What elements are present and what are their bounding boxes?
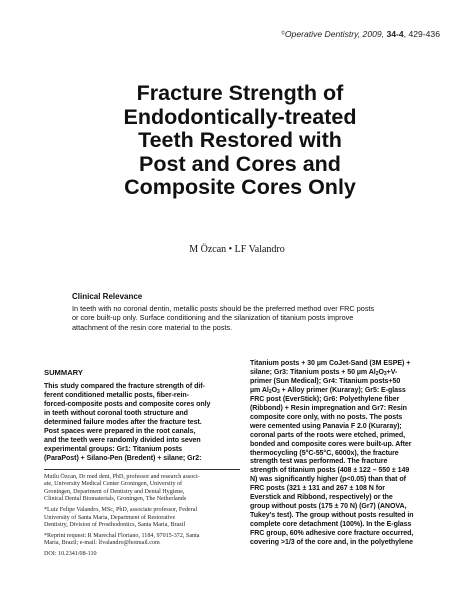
article-title — [60, 82, 420, 200]
title-line: Composite Cores Only — [124, 175, 356, 199]
summary-line: were cemented using Panavia F 2.0 (Kuraray); — [250, 422, 402, 430]
summary-line: thermocycling (5°C-55°C, 6000x), the fracture — [250, 449, 399, 457]
left-column — [44, 368, 240, 557]
footnote-line: Dentistry, Division of Prosthodontics, Santa Maria, Brazil — [44, 522, 186, 529]
summary-line: experimental groups: Gr1: Titanium posts — [44, 445, 183, 453]
relevance-line: attachment of the resin core material to the posts. — [72, 322, 233, 332]
summary-line: N) was significantly higher (p<0.05) than that of — [250, 476, 406, 484]
journal-name: Operative Dentistry, 2009, — [284, 29, 385, 39]
summary-line: complete core detachment (100%). In the E-glass — [250, 521, 412, 529]
author-affiliation-ozcan — [44, 474, 240, 504]
footnote-line: Groningen, Department of Dentistry and Dental Hygiene, — [44, 488, 185, 495]
summary-line: ferent conditioned metallic posts, fiber-rein- — [44, 391, 189, 399]
author-affiliation-valandro — [44, 507, 240, 530]
summary-line: Post spaces were prepared in the root canals, — [44, 427, 196, 435]
title-line: Teeth Restored with — [138, 128, 342, 152]
summary-line: µm $Al_2O_3$ + Alloy primer (Kuraray); Gr5: E-glass — [250, 386, 406, 395]
copyright-mark: © — [281, 30, 285, 37]
title-line: Post and Cores and — [139, 151, 341, 176]
summary-text — [44, 383, 240, 464]
summary-line: This study compared the fracture strength of dif- — [44, 383, 205, 390]
summary-line: FRC post (EverStick); Gr6: Polyethylene fiber — [250, 395, 400, 403]
summary-line: silane; Gr3: Titanium posts + 50 µm $Al_2O_3+V-$ — [250, 368, 398, 377]
summary-line: Titanium posts + 30 µm CoJet-Sand (3M ESPE) + — [250, 360, 411, 367]
summary-heading: SUMMARY — [44, 368, 83, 377]
summary-line: primer (Sun Medical); Gr4: Titanium posts+50 — [250, 377, 401, 385]
summary-line: group without posts (175 ± 70 N) (Gr7) (ANOVA, — [250, 503, 407, 511]
doi: DOI: 10.2341/08-110 — [44, 550, 97, 557]
clinical-relevance-text — [72, 304, 412, 332]
title-line: Fracture Strength of — [136, 81, 344, 105]
summary-line: forced-composite posts and composite cores only — [44, 400, 211, 408]
summary-line: covering >1/3 of the core and, in the polyethylene — [250, 539, 413, 547]
summary-line: Everstick and Ribbond, respectively) or the — [250, 494, 393, 502]
footnote-line: Maria, Brazil; e-mail: lfvalandro@hotmail.com — [44, 540, 160, 547]
relevance-line: In teeth with no coronal dentin, metallic posts should be the preferred method over FRC posts — [72, 304, 375, 313]
summary-line: Tukey's test). The group without posts resulted in — [250, 512, 414, 520]
journal-citation — [281, 29, 440, 39]
right-column-summary-text — [250, 360, 446, 548]
footnote-line: University of Santa Maria, Department of Restorative — [44, 514, 176, 521]
summary-line: determined failure modes after the fracture test. — [44, 418, 202, 426]
summary-line: and the teeth were randomly divided into seven — [44, 436, 201, 444]
summary-line: composite core only, with no posts. The posts — [250, 413, 403, 421]
relevance-line: or core built-up only. Surface conditioning and the silanization of titanium posts improve — [72, 313, 354, 323]
clinical-relevance-heading: Clinical Relevance — [72, 292, 143, 301]
title-line: Endodontically-treated — [123, 104, 357, 129]
summary-line: strength test was performed. The fracture — [250, 458, 388, 466]
summary-line: in teeth without coronal tooth structure and — [44, 409, 188, 417]
summary-line: FRC group, 60% adhesive core fracture occurred, — [250, 530, 414, 538]
summary-line: strength of titanium posts (408 ± 122 – 550 ± 149 — [250, 467, 410, 475]
journal-pages: , 429-436 — [403, 29, 440, 39]
footnote-divider — [44, 469, 240, 470]
summary-line: FRC posts (321 ± 131 and 267 ± 108 N for — [250, 485, 385, 493]
footnote-line: Clinical Dental Biomaterials, Groningen, The Netherlands — [44, 496, 187, 503]
summary-line: coronal parts of the roots were etched, primed, — [250, 431, 406, 439]
summary-line: bonded and composite cores were built-up. After — [250, 440, 412, 448]
footnote-line: *Reprint request: R Marechal Floriano, 1184, 97015-372, Santa — [44, 532, 200, 539]
reprint-request — [44, 533, 240, 548]
footnote-line: *Luiz Felipe Valandro, MSc, PhD, associate professor, Federal — [44, 506, 198, 513]
author-list: M Özcan • LF Valandro — [189, 244, 285, 255]
footnote-line: Mutlu Özcan, Dr med dent, PhD, professor and research associ- — [44, 473, 200, 480]
summary-line: (ParaPost) + Silano-Pen (Bredent) + silane; Gr2: — [44, 454, 202, 462]
footnote-line: ate, University Medical Center Groningen, University of — [44, 481, 183, 488]
journal-volume: 34-4 — [386, 29, 404, 39]
summary-line: (Ribbond) + Resin impregnation and Gr7: Resin — [250, 404, 407, 412]
